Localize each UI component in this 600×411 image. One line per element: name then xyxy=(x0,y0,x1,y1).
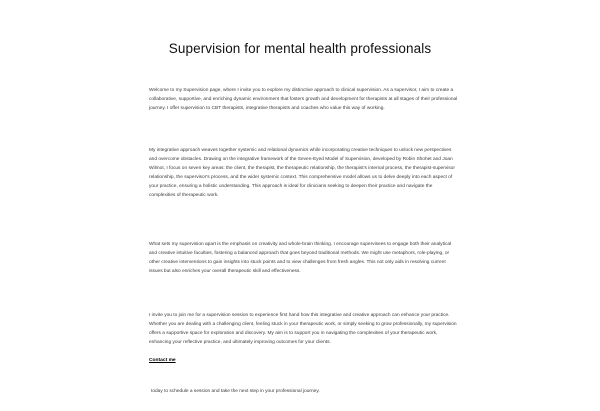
intro-paragraph: Welcome to my Supervision page, where I invite you to explore my distinctive approach to clinical supervision. As a supervisor, I aim to create a collaborative, supportive, and enriching dynamic environment that fosters growth and development for therapists at all stages of their professional journey. I offer supervision to CBT therapists, integrative therapists and coaches who value this way of working. xyxy=(149,88,458,112)
closing-text: today to schedule a session and take the next step in your professional journey. xyxy=(151,389,320,394)
invitation-paragraph: I invite you to join me for a supervision session to experience first hand how this integrative and creative approach can enhance your practice. Whether you are dealing with a challenging client, feeling stuck in your therapeutic work, or simply seeking to grow professionally, my supervision offers a supportive space for exploration and discovery. My aim is to support you in navigating the complexities of your therapeutic work, enhancing your reflective practice, and ultimately improving outcomes for your clients. xyxy=(149,313,457,346)
creativity-paragraph: What sets my supervision apart is the emphasis on creativity and whole-brain thinking. I encourage supervisees to engage both their analytical and creative intuitive faculties, fostering a balanced approach that goes beyond traditional methods. We might use metaphors, role-playing, or other creative interventions to gain insights into stuck points and to view challenges from fresh angles. This not only aids in resolving current issues but also enriches your overall therapeutic skill and effectiveness. xyxy=(149,242,452,275)
approach-paragraph: My integrative approach weaves together systemic and relational dynamics while incorporating creative techniques to unlock new perspectives and overcome obstacles. Drawing on the integrative framework of the Seven-Eyed Model of Supervision, developed by Robin Shohet and Joan Wilmot, I focus on seven key areas: the client, the therapist, the therapeutic relationship, the therapist's internal process, the therapist-supervisor relationship, the supervisor's process, and the wider systemic context. This comprehensive model allows us to delve deeply into each aspect of your practice, ensuring a holistic understanding. This approach is ideal for clinicians seeking to deepen their practice and navigate the complexities of therapeutic work. xyxy=(149,148,455,199)
page-title: Supervision for mental health professionals xyxy=(168,41,432,56)
contact-me-link[interactable]: Contact me xyxy=(149,358,176,363)
